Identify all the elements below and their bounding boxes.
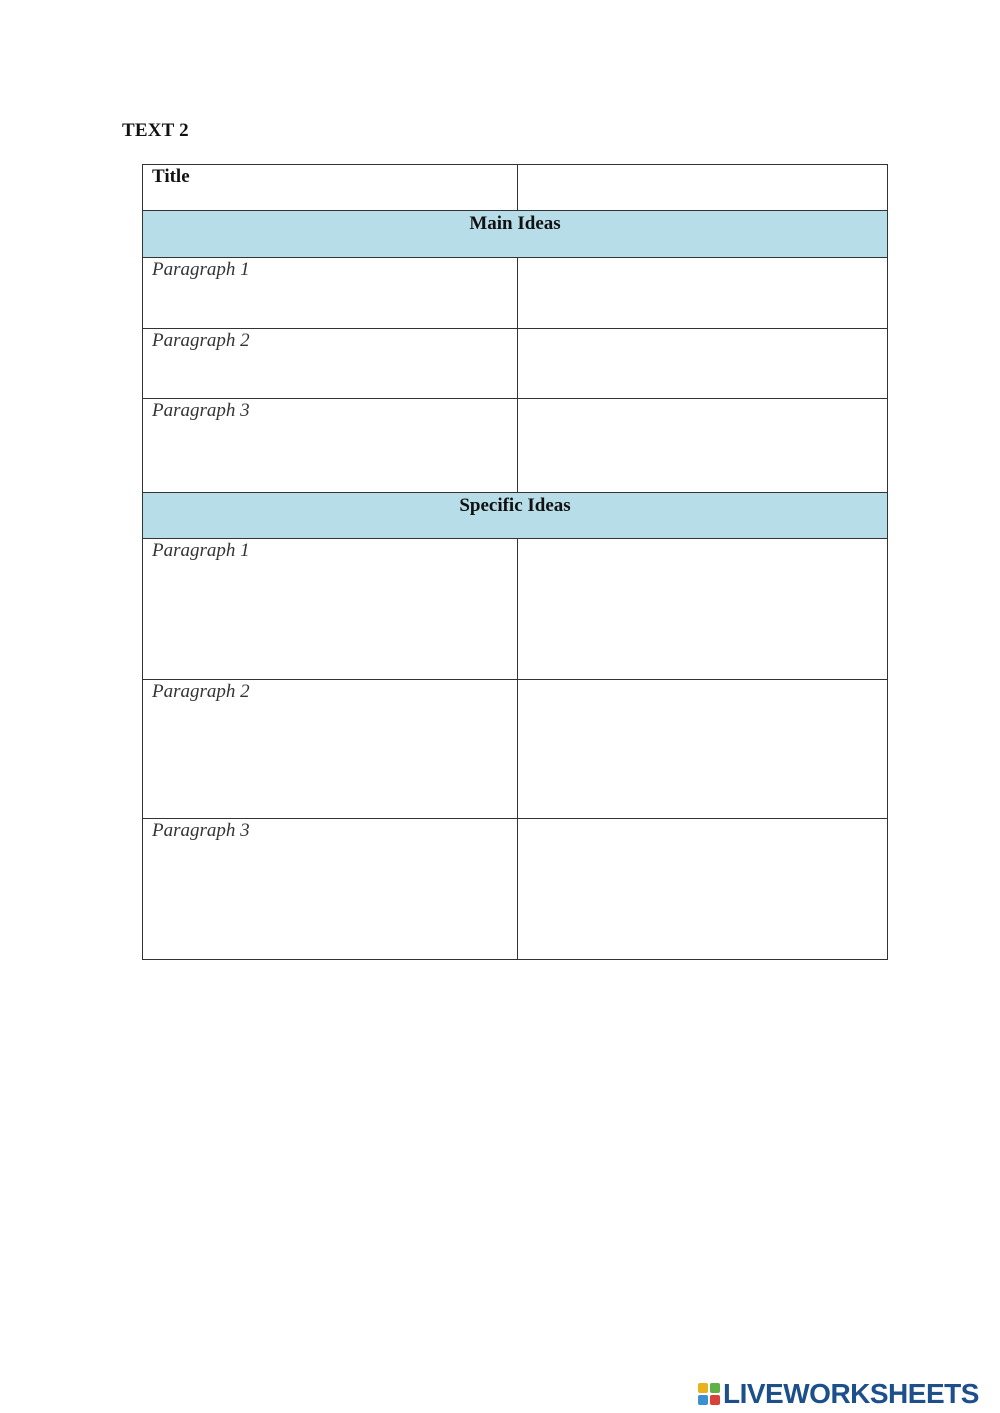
specific-idea-label-cell [143, 680, 518, 819]
main-idea-row [143, 399, 888, 493]
specific-ideas-header-row [143, 493, 888, 539]
title-label: Title [152, 166, 190, 187]
title-label-cell [143, 165, 518, 211]
specific-ideas-header-cell [143, 493, 888, 539]
specific-idea-label-cell [143, 819, 518, 960]
main-idea-paragraph-label: Paragraph 2 [152, 330, 250, 351]
main-idea-label-cell [143, 399, 518, 493]
liveworksheets-branding [698, 1378, 979, 1410]
main-idea-paragraph-label: Paragraph 1 [152, 259, 250, 280]
specific-idea-paragraph-label: Paragraph 2 [152, 681, 250, 702]
main-idea-answer-cell[interactable] [518, 258, 888, 329]
main-ideas-header-row [143, 211, 888, 258]
specific-idea-row [143, 680, 888, 819]
main-idea-label-cell [143, 329, 518, 399]
reading-organizer-table [142, 164, 888, 960]
main-idea-paragraph-label: Paragraph 3 [152, 400, 250, 421]
specific-idea-answer-cell[interactable] [518, 680, 888, 819]
main-idea-answer-cell[interactable] [518, 329, 888, 399]
logo-tile [710, 1395, 720, 1405]
main-idea-row [143, 329, 888, 399]
main-idea-answer-cell[interactable] [518, 399, 888, 493]
logo-tile [698, 1383, 708, 1393]
specific-idea-label-cell [143, 539, 518, 680]
document-heading: TEXT 2 [122, 120, 189, 141]
specific-idea-answer-cell[interactable] [518, 539, 888, 680]
title-answer-cell[interactable] [518, 165, 888, 211]
logo-tile [698, 1395, 708, 1405]
main-idea-label-cell [143, 258, 518, 329]
title-row [143, 165, 888, 211]
specific-idea-row [143, 819, 888, 960]
main-idea-row [143, 258, 888, 329]
specific-idea-answer-cell[interactable] [518, 819, 888, 960]
specific-ideas-header: Specific Ideas [459, 495, 571, 516]
logo-tile [710, 1383, 720, 1393]
main-ideas-header: Main Ideas [469, 213, 561, 234]
main-ideas-header-cell [143, 211, 888, 258]
specific-idea-paragraph-label: Paragraph 3 [152, 820, 250, 841]
specific-idea-row [143, 539, 888, 680]
specific-idea-paragraph-label: Paragraph 1 [152, 540, 250, 561]
liveworksheets-wordmark: LIVEWORKSHEETS [723, 1378, 979, 1409]
liveworksheets-logo-icon [698, 1383, 720, 1405]
